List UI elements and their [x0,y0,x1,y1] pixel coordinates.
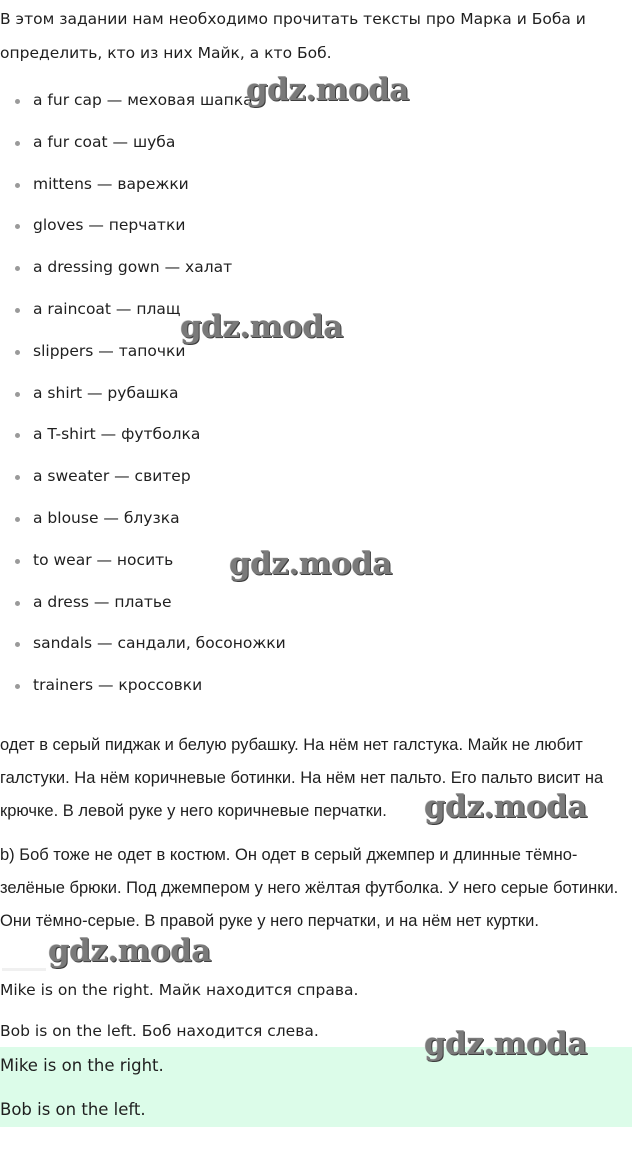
list-item: mittens — варежки [0,164,286,206]
bullet-icon [15,224,20,229]
list-item: a fur cap — меховая шапка [0,80,286,122]
list-item: a sweater — свитер [0,456,286,498]
bullet-icon [15,183,20,188]
watermark: gdz.moda [424,789,587,825]
highlight-mike: Mike is on the right. [0,1056,164,1075]
bullet-icon [15,517,20,522]
watermark: gdz.moda [48,933,211,969]
list-item: a raincoat — плащ [0,289,286,331]
list-item: slippers — тапочки [0,331,286,373]
answer-bob: Bob is on the left. Боб находится слева. [0,1022,319,1040]
bullet-icon [15,308,20,313]
watermark: gdz.moda [229,546,392,582]
bullet-icon [15,392,20,397]
list-item: a shirt — рубашка [0,373,286,415]
bullet-icon [15,433,20,438]
list-item: a dressing gown — халат [0,247,286,289]
intro-text: В этом задании нам необходимо прочитать тексты про Марка и Боба и определить, кто из них Майк, а кто Боб. [0,10,586,62]
list-item: trainers — кроссовки [0,665,286,707]
paragraph-b: b) Боб тоже не одет в костюм. Он одет в серый джемпер и длинные тёмно-зелёные брюки. Под джемпером у него жёлтая футболка. У него серые ботинки. Они тёмно-серые. В правой руке у него перчатки, и на нём нет куртки. [0,846,619,930]
bullet-icon [15,350,20,355]
highlight-bob: Bob is on the left. [0,1100,146,1119]
list-item: a blouse — блузка [0,498,286,540]
bullet-icon [15,141,20,146]
vocabulary-list [0,80,286,707]
watermark: gdz.moda [424,1026,587,1062]
bullet-icon [15,601,20,606]
list-item: sandals — сандали, босоножки [0,623,286,665]
bullet-icon [15,642,20,647]
list-item: a fur coat — шуба [0,122,286,164]
bullet-icon [15,266,20,271]
bullet-icon [15,99,20,104]
watermark: gdz.moda [180,309,343,345]
list-item: gloves — перчатки [0,205,286,247]
bullet-icon [15,559,20,564]
watermark: gdz.moda [246,72,409,108]
paragraph-a: одет в серый пиджак и белую рубашку. На нём нет галстука. Майк не любит галстуки. На нём коричневые ботинки. На нём нет пальто. Его пальто висит на крючке. В левой руке у него коричневые перчатки. [0,736,604,820]
bullet-icon [15,475,20,480]
bullet-icon [15,684,20,689]
answer-mike: Mike is on the right. Майк находится справа. [0,981,359,999]
divider [2,968,46,971]
list-item: a T-shirt — футболка [0,414,286,456]
list-item: to wear — носить [0,540,286,582]
list-item: a dress — платье [0,582,286,624]
